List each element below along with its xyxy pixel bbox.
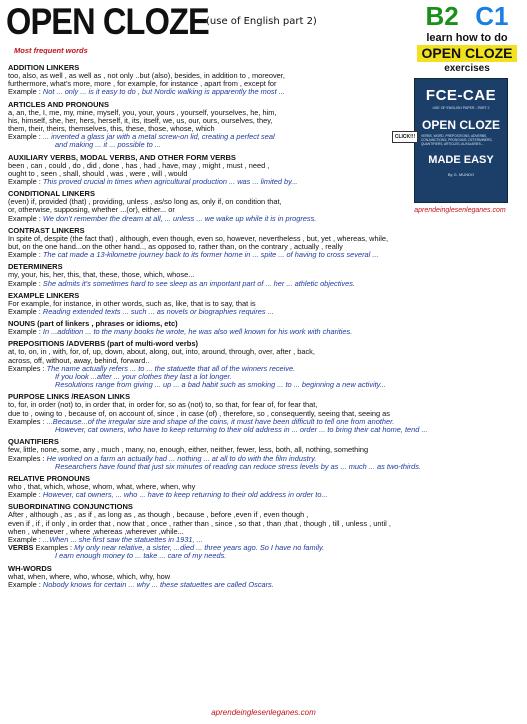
- book-subtitle: USE OF ENGLISH PAPER - PART 2: [432, 106, 490, 110]
- example-text: and making ... it ... possible to ...: [55, 140, 161, 150]
- section-heading: ARTICLES AND PRONOUNS: [8, 99, 109, 109]
- section: [8, 502, 523, 544]
- word-list-line: been , can , could , do , did , done , has , had , have, may , might , must , need ,: [8, 160, 270, 170]
- section: [8, 437, 523, 471]
- example-text: The name actually refers ... to ... the statuette that all of the winners receive.: [46, 363, 296, 373]
- section: [8, 100, 408, 150]
- word-list-line: ought to , seen , shall, should , was , were , will , would: [8, 168, 188, 178]
- example-label: Examples :: [33, 543, 75, 553]
- example-text: He worked on a farm an actually had ... nothing ... at all to do with the film industry.: [46, 453, 317, 463]
- section-heading: RELATIVE PRONOUNS: [8, 473, 90, 483]
- book-author: By G. MUNDO: [447, 172, 475, 177]
- section: [8, 474, 523, 499]
- example-label: Example :: [8, 278, 43, 288]
- example-label: Example :: [8, 213, 43, 223]
- example-text: Not ... only ... is it easy to do , but Nordic walking is apparently the most ...: [42, 87, 285, 97]
- example-text: However, cat owners, ... who ... have to keep returning to their old address in order to...: [42, 490, 328, 500]
- section: [8, 291, 523, 316]
- example-label: Example :: [8, 307, 43, 317]
- site-link-top[interactable]: aprendeinglesenleganes.com: [414, 207, 506, 214]
- example-label: Example :: [8, 87, 43, 97]
- page-title: OPEN CLOZE: [6, 1, 209, 42]
- word-list-line: due to , owing to , because of, on account of, since , in case (of) , therefore, so , consequently, seeing that, seeing as: [8, 408, 390, 418]
- example-text: If you look ...after ... your clothes they last a lot longer.: [55, 372, 232, 382]
- section-heading: DETERMINERS: [8, 262, 63, 272]
- section: [8, 153, 408, 187]
- word-list-line: what, when, where, who, whose, which, why, how: [8, 571, 171, 581]
- example-label: Examples :: [8, 363, 47, 373]
- click-badge[interactable]: CLICK!!!: [392, 131, 418, 143]
- word-list-line: his, himself, she, her, hers, herself, it, its, itself, we, us, our, ours, ourselves, they,: [8, 115, 273, 125]
- word-list-line: After , although , as , as if , as long as , as though , because , before ,even if , even though ,: [8, 510, 309, 520]
- example-row: [8, 178, 408, 186]
- example-label: Example :: [8, 327, 43, 337]
- example-text: We don’t remember the dream at all, ... unless ... we wake up while it is in progress.: [42, 213, 317, 223]
- section-heading: CONTRAST LINKERS: [8, 225, 85, 235]
- example-row: [8, 491, 523, 499]
- word-list-line: even if , if , if only , in order that , now that , once , rather than , since , so that , than ,that , though , till , unless , until ,: [8, 518, 391, 528]
- section-heading: NOUNS (part of linkers , phrases or idioms, etc): [8, 319, 178, 329]
- example-label: Examples :: [8, 453, 47, 463]
- section: [8, 262, 523, 287]
- section-heading: EXAMPLE LINKERS: [8, 290, 80, 300]
- book-open-cloze: OPEN CLOZE: [421, 118, 500, 132]
- word-list-line: my, your, his, her, this, that, these, those, which, whose...: [8, 270, 195, 280]
- word-list-line: them, their, theirs, themselves, this, these, those, whose, which: [8, 124, 215, 134]
- level-c1-badge: C1: [475, 1, 509, 31]
- section: [8, 392, 523, 434]
- section-heading: QUANTIFIERS: [8, 437, 59, 447]
- example-text: She admits it’s sometimes hard to see sleep as an important part of ... her ... athletic objectives.: [42, 278, 355, 288]
- section-heading: PREPOSITIONS /ADVERBS (part of multi-word verbs): [8, 339, 199, 349]
- example-text: Researchers have found that just six minutes of reading can reduce stress levels by as ... much ... as two-thirds.: [55, 461, 422, 471]
- example-text: Reading extended texts ... such ... as novels or biographies requires ...: [42, 307, 274, 317]
- example-text: In ...addition ... to the many books he wrote, he was also well known for his work with charities.: [42, 327, 353, 337]
- section-heading: PURPOSE LINKS /REASON LINKS: [8, 392, 131, 402]
- section-heading: SUBORDINATING CONJUNCTIONS: [8, 502, 133, 512]
- example-row: [8, 308, 523, 316]
- book-made-easy: MADE EASY: [428, 154, 494, 166]
- exercises-label: exercises: [444, 63, 490, 74]
- example-label: Example :: [8, 579, 43, 589]
- book-contents: VERBS, WORD, PREPOSITIONS, ADVERBS, CONJUNCTIONS, PRONOUNS, DETERMINERS, QUANTIFIERS, ARTICLES, AUXILIARIES...: [421, 134, 493, 146]
- word-list-line: a, an, the, I, me, my, mine, myself, you, your, yours , yourself, yourselves, he, him,: [8, 107, 277, 117]
- section-heading: CONDITIONAL LINKERS: [8, 189, 95, 199]
- example-text: This proved crucial in times when agricultural production ... was ... limited by...: [42, 177, 298, 187]
- example-text: ...When ... she first saw the statuettes in 1931, ...: [42, 534, 203, 544]
- example-row: [8, 280, 523, 288]
- section: [8, 339, 523, 389]
- section: [8, 226, 523, 260]
- word-list-line: For example, for instance, in other words, such as, like, that is to say, that is: [8, 298, 256, 308]
- word-list-line: but, on the one hand...on the other hand.., as opposed to, rather than, on the contrary , actually , really: [8, 242, 343, 252]
- example-text: I earn enough money to ... take ... care of my needs.: [55, 551, 227, 561]
- section: [8, 319, 523, 336]
- example-label: Example :: [8, 490, 43, 500]
- example-row: [8, 88, 408, 96]
- content: [8, 60, 523, 589]
- example-label: Example :: [8, 132, 43, 142]
- word-list-line: across, off, without, away, behind, forward..: [8, 355, 150, 365]
- example-row: [8, 328, 523, 336]
- section-heading: VERBS: [8, 543, 34, 553]
- word-list-line: at, to, on, in , with, for, of, up, down, about, along, out, into, around, through, over, after , back,: [8, 347, 315, 357]
- example-label: Examples :: [8, 416, 47, 426]
- example-text: However, cat owners, who have to keep returning to their old address in ... order ... to bring their cat home, tend ...: [55, 425, 428, 435]
- section-heading: WH-WORDS: [8, 563, 52, 573]
- open-cloze-label: OPEN CLOZE: [417, 45, 516, 62]
- word-list-line: when , whenever , where ,whereas ,wherever ,while...: [8, 526, 184, 536]
- word-list-line: who , that, which, whose, whom, what, where, when, why: [8, 481, 196, 491]
- word-list-line: furthermore, what’s more, more , for example, for instance , apart from , except for: [8, 79, 277, 89]
- book-title: FCE-CAE: [425, 87, 497, 104]
- example-text: Resolutions range from giving ... up ... a bad habit such as smoking ... to ... beginning a new activity...: [55, 380, 386, 390]
- word-list-line: too, also, as well , as well as , not only ..but (also), besides, in addition to , moreover,: [8, 71, 285, 80]
- section: [8, 63, 408, 97]
- section: [8, 564, 523, 589]
- example-text: Nobody knows for certain ... why ... these statuettes are called Oscars.: [42, 579, 274, 589]
- section: [8, 544, 523, 560]
- example-row: [8, 215, 408, 223]
- example-row: [8, 251, 523, 259]
- word-list-line: In spite of, despite (the fact that) , although, even though, even so, however, nevertheless , but, yet , whereas, while,: [8, 233, 389, 243]
- example-text: The cat made a 13-kilometre journey back to its former home in ... spite ... of having to cross several ...: [42, 250, 379, 260]
- example-label: Example :: [8, 177, 43, 187]
- example-text: ...Because...of the irregular size and shape of the coins, it must have been difficult to tell one from another.: [46, 416, 395, 426]
- tagline: Most frequent words: [14, 46, 88, 55]
- example-label: Example :: [8, 534, 43, 544]
- example-text: My only near relative, a sister, ...died ... three years ago. So I have no family.: [74, 543, 325, 553]
- site-link-footer[interactable]: aprendeinglesenleganes.com: [211, 708, 316, 717]
- section-heading: ADDITION LINKERS: [8, 63, 80, 72]
- level-b2-badge: B2: [425, 1, 459, 31]
- header: [6, 2, 406, 62]
- word-list-line: to, for, in order (not) to, in order that, in order for, so as (not) to, so that, for fear of, for fear that,: [8, 400, 318, 410]
- example-text: ... invented a glass jar with a metal screw-on lid, creating a perfect seal: [42, 132, 275, 142]
- word-list-line: or, otherwise, supposing, whether ...(or), either... or: [8, 205, 175, 215]
- example-row: [8, 581, 523, 589]
- learn-text: learn how to do: [426, 32, 508, 44]
- section: [8, 189, 408, 223]
- page-subtitle: (use of English part 2): [206, 16, 317, 27]
- example-label: Example :: [8, 250, 43, 260]
- word-list-line: (even) if, provided (that) , providing, unless , as/so long as, only if, on condition that,: [8, 197, 282, 207]
- word-list-line: few, little, none, some, any , much , many, no, enough, either, neither, fewer, less, both, all, nothing, something: [8, 445, 369, 455]
- section-heading: AUXILIARY VERBS, MODAL VERBS, AND OTHER FORM VERBS: [8, 152, 236, 162]
